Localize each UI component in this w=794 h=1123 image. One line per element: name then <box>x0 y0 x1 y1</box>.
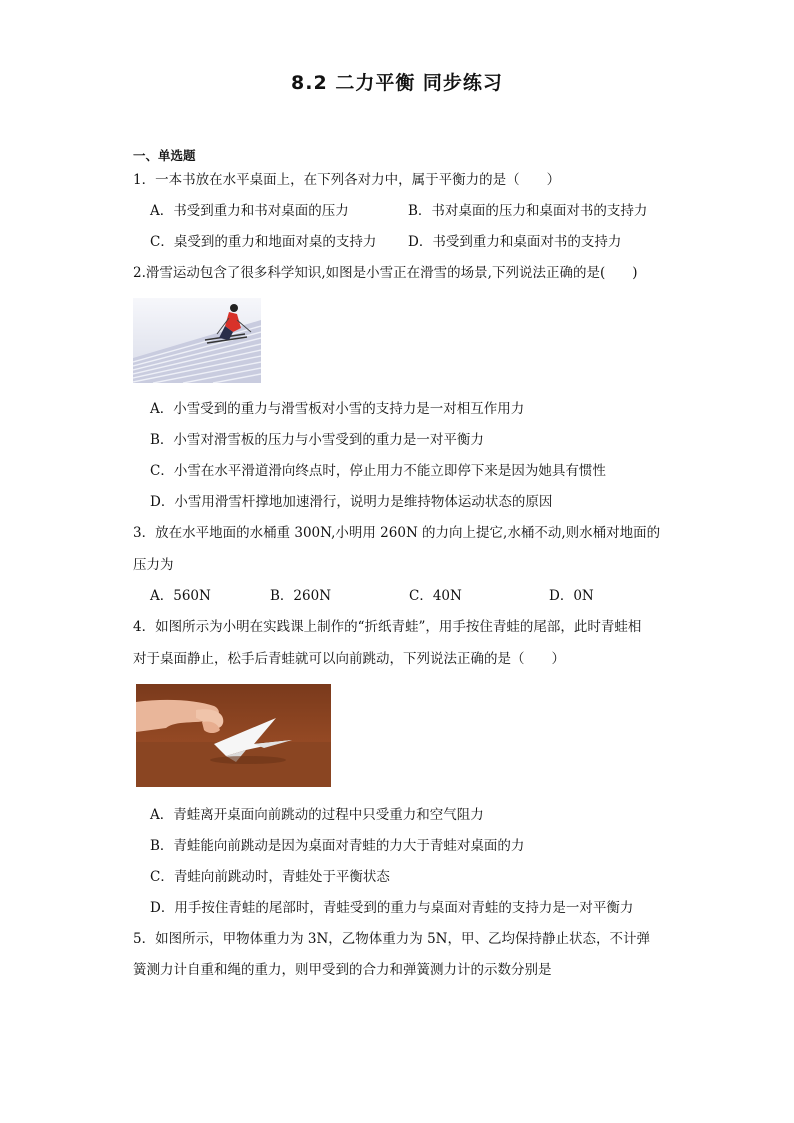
section-heading: 一、单选题 <box>133 148 196 163</box>
q5-stem-line-1: 5．如图所示，甲物体重力为 3N，乙物体重力为 5N，甲、乙均保持静止状态，不计弹 <box>133 931 650 947</box>
q1-option-d: D．书受到重力和桌面对书的支持力 <box>408 234 622 250</box>
q3-option-a: A．560N <box>150 588 211 604</box>
q4-option-d: D．用手按住青蛙的尾部时，青蛙受到的重力与桌面对青蛙的支持力是一对平衡力 <box>150 900 634 916</box>
q4-option-b: B．青蛙能向前跳动是因为桌面对青蛙的力大于青蛙对桌面的力 <box>150 838 525 854</box>
q4-option-c: C．青蛙向前跳动时，青蛙处于平衡状态 <box>150 869 390 885</box>
q3-stem-line-2: 压力为 <box>133 557 174 573</box>
q4-stem-line-1: 4．如图所示为小明在实践课上制作的“折纸青蛙”，用手按住青蛙的尾部，此时青蛙相 <box>133 619 642 635</box>
q1-stem: 1．一本书放在水平桌面上，在下列各对力中，属于平衡力的是（ ） <box>133 172 561 188</box>
q1-option-a: A．书受到重力和书对桌面的压力 <box>150 203 349 219</box>
q3-option-b: B．260N <box>270 588 332 604</box>
q2-stem: 2.滑雪运动包含了很多科学知识,如图是小雪正在滑雪的场景,下列说法正确的是( ) <box>133 265 638 281</box>
q3-option-d: D．0N <box>549 588 594 604</box>
q4-option-a: A．青蛙离开桌面向前跳动的过程中只受重力和空气阻力 <box>150 807 484 823</box>
q3-option-c: C．40N <box>409 588 462 604</box>
q1-option-c: C．桌受到的重力和地面对桌的支持力 <box>150 234 377 250</box>
q2-option-c: C．小雪在水平滑道滑向终点时，停止用力不能立即停下来是因为她具有惯性 <box>150 463 606 479</box>
paper-frog-image <box>136 684 331 787</box>
q2-option-d: D．小雪用滑雪杆撑地加速滑行，说明力是维持物体运动状态的原因 <box>150 494 553 510</box>
page-title: 8.2 二力平衡 同步练习 <box>291 72 503 94</box>
q3-stem-line-1: 3．放在水平地面的水桶重 300N,小明用 260N 的力向上提它,水桶不动,则水桶对地面的 <box>133 525 661 541</box>
q4-stem-line-2: 对于桌面静止，松手后青蛙就可以向前跳动，下列说法正确的是（ ） <box>133 651 565 667</box>
q5-stem-line-2: 簧测力计自重和绳的重力，则甲受到的合力和弹簧测力计的示数分别是 <box>133 962 552 978</box>
q2-option-a: A．小雪受到的重力与滑雪板对小雪的支持力是一对相互作用力 <box>150 401 525 417</box>
q1-option-b: B．书对桌面的压力和桌面对书的支持力 <box>408 203 648 219</box>
q2-option-b: B．小雪对滑雪板的压力与小雪受到的重力是一对平衡力 <box>150 432 484 448</box>
skier-image <box>133 298 261 383</box>
